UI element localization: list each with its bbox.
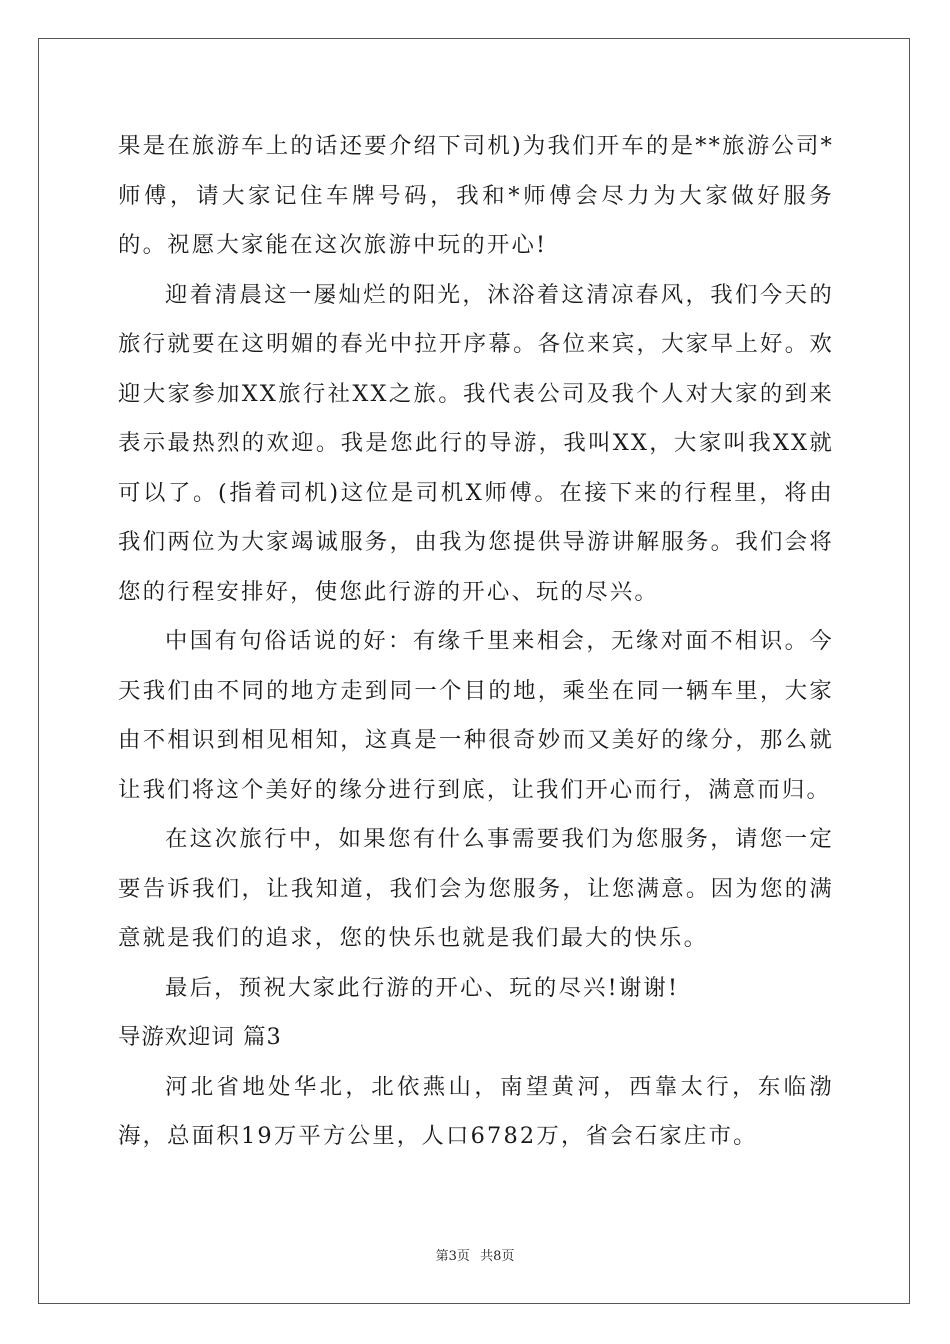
paragraph-proverb: 中国有句俗话说的好：有缘千里来相会，无缘对面不相识。今天我们由不同的地方走到同一个目的地，乘坐在同一辆车里，大家由不相识到相见相知，这真是一种很奇妙而又美好的缘分，那么就让我们将这个美好的缘分进行到底，让我们开心而行，满意而归。 — [118, 628, 834, 803]
paragraph-hebei: 河北省地处华北，北依燕山，南望黄河，西靠太行，东临渤海，总面积19万平方公里，人口6782万，省会石家庄市。 — [118, 1073, 834, 1149]
paragraph-continuation: 果是在旅游车上的话还要介绍下司机)为我们开车的是**旅游公司*师傅，请大家记住车牌号码，我和*师傅会尽力为大家做好服务的。祝愿大家能在这次旅游中玩的开心! — [118, 133, 834, 258]
paragraph-welcome: 迎着清晨这一屡灿烂的阳光，沐浴着这清凉春风，我们今天的旅行就要在这明媚的春光中拉开序幕。各位来宾，大家早上好。欢迎大家参加XX旅行社XX之旅。我代表公司及我个人对大家的到来表示最热烈的欢迎。我是您此行的导游，我叫XX，大家叫我XX就可以了。(指着司机)这位是司机X师傅。在接下来的行程里，将由我们两位为大家竭诚服务，由我为您提供导游讲解服务。我们会将您的行程安排好，使您此行游的开心、玩的尽兴。 — [118, 281, 834, 605]
document-body — [118, 122, 834, 1162]
paragraph-service: 在这次旅行中，如果您有什么事需要我们为您服务，请您一定要告诉我们，让我知道，我们会为您服务，让您满意。因为您的满意就是我们的追求，您的快乐也就是我们最大的快乐。 — [118, 826, 834, 951]
page-number: 第3页 — [435, 1249, 470, 1264]
paragraph-closing: 最后，预祝大家此行游的开心、玩的尽兴!谢谢! — [165, 974, 680, 1001]
page-total: 共8页 — [480, 1249, 515, 1264]
page-footer — [0, 1245, 950, 1264]
section-heading: 导游欢迎词 篇3 — [118, 1024, 282, 1050]
